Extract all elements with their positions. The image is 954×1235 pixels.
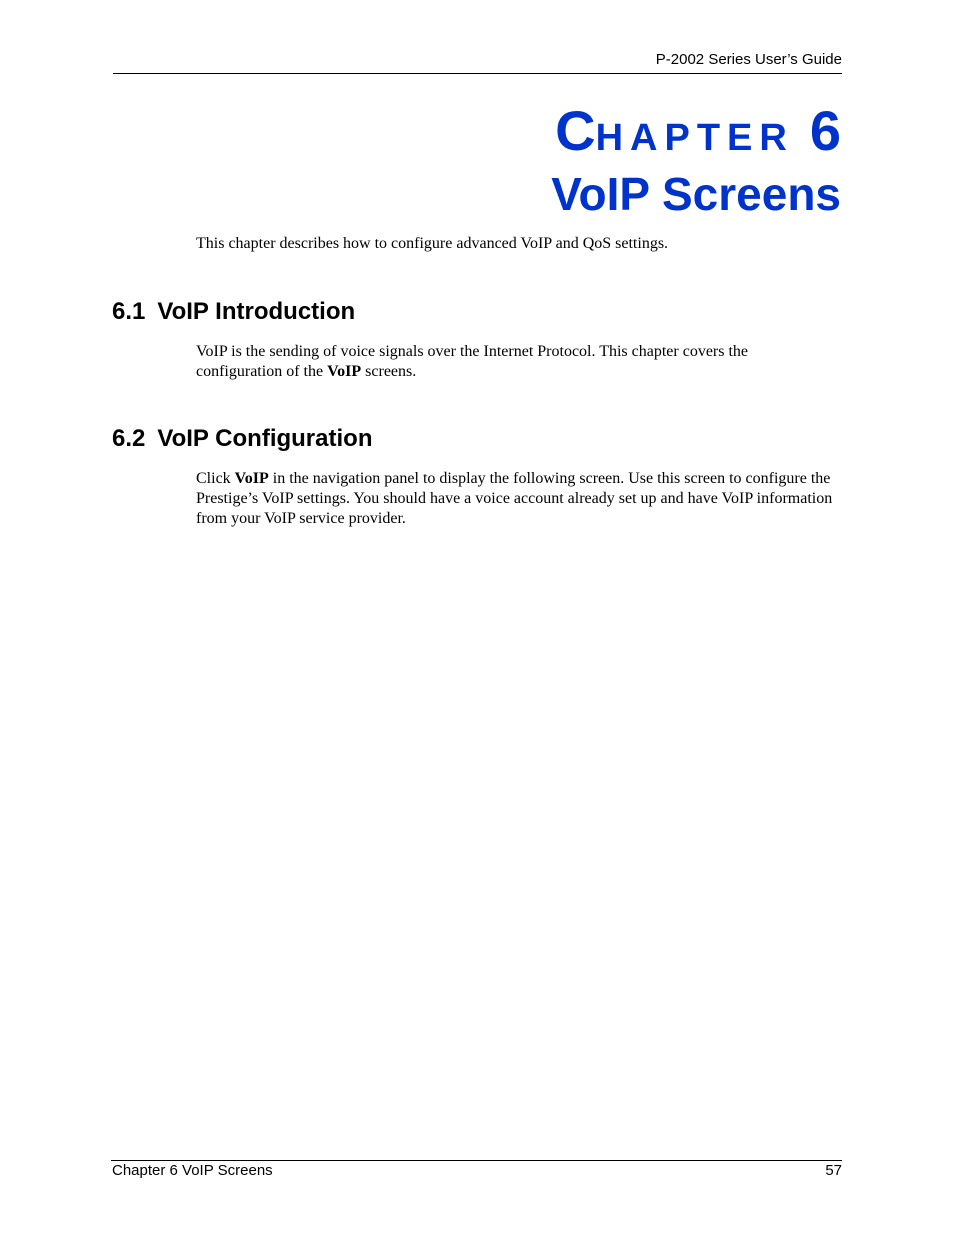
- header-rule: [113, 73, 842, 74]
- section-title: VoIP Introduction: [157, 298, 356, 325]
- bold-term: VoIP: [234, 470, 269, 487]
- section-title: VoIP Configuration: [157, 425, 373, 452]
- guide-title: P-2002 Series User’s Guide: [655, 51, 842, 68]
- section-number: 6.2: [112, 425, 146, 452]
- footer-rule: [111, 1160, 842, 1161]
- section-6-2-paragraph: [196, 469, 836, 529]
- chapter-number: 6: [809, 99, 841, 162]
- section-heading-6-2: [112, 424, 372, 454]
- paragraph-text: VoIP is the sending of voice signals over the Internet Protocol. This chapter covers the configuration of the: [196, 343, 749, 380]
- paragraph-text: screens.: [361, 363, 417, 380]
- paragraph-text: Click: [196, 470, 235, 487]
- chapter-label-initial: C: [555, 99, 596, 162]
- section-heading-6-1: [112, 297, 355, 327]
- footer-page-number: 57: [825, 1162, 842, 1179]
- footer-chapter-ref: Chapter 6 VoIP Screens: [112, 1162, 273, 1179]
- chapter-title: VoIP Screens: [551, 168, 841, 220]
- paragraph-text: in the navigation panel to display the following screen. Use this screen to configure the Prestige’s VoIP settings. You should have a voice account already set up and have VoIP information from your VoIP service provider.: [196, 470, 833, 527]
- bold-term: VoIP: [327, 363, 362, 380]
- section-6-1-paragraph: [196, 342, 836, 382]
- chapter-label-rest: HAPTER: [595, 117, 794, 159]
- intro-paragraph: This chapter describes how to configure advanced VoIP and QoS settings.: [196, 235, 669, 252]
- section-number: 6.1: [112, 298, 146, 325]
